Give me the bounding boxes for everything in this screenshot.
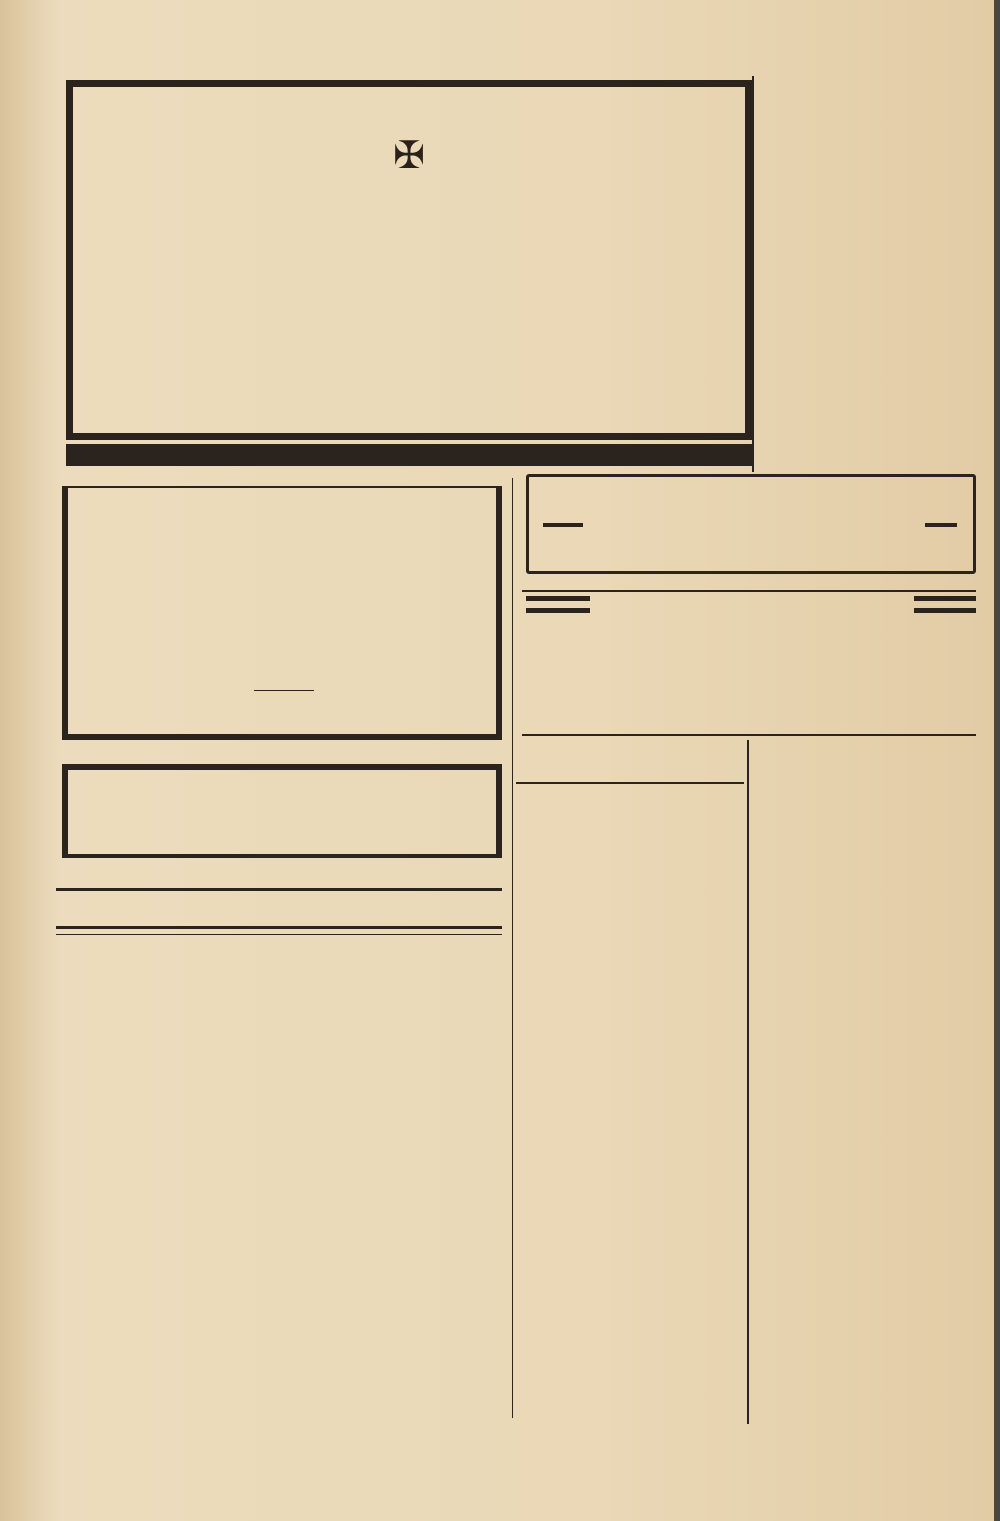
kraenze-ad bbox=[62, 764, 502, 858]
maedchen-bar-3 bbox=[914, 596, 976, 601]
maedchen-rule-bottom bbox=[522, 734, 976, 736]
iron-cross-icon: ✠ bbox=[393, 133, 425, 177]
zahn-bar-right bbox=[925, 523, 957, 527]
wohnungen-rule bbox=[516, 782, 744, 784]
column-separator-mid bbox=[512, 478, 513, 1418]
seligmann-notice bbox=[66, 80, 752, 440]
column-separator-right bbox=[747, 740, 749, 1424]
book-spine bbox=[994, 0, 1000, 1521]
zahn-bar-left bbox=[543, 523, 583, 527]
column-separator-top bbox=[752, 76, 754, 472]
trauerkarten-rule-thin bbox=[56, 934, 502, 935]
seligmann-bottom-band bbox=[66, 444, 752, 466]
zahn-praxis-ad bbox=[526, 474, 976, 574]
maedchen-bar-4 bbox=[914, 608, 976, 613]
trauerkarten-rule-bottom bbox=[56, 926, 502, 929]
maedchen-bar-1 bbox=[526, 596, 590, 601]
maedchen-bar-2 bbox=[526, 608, 590, 613]
todes-anzeige bbox=[62, 486, 502, 740]
maedchen-rule-top bbox=[522, 590, 976, 592]
todes-divider bbox=[254, 690, 314, 691]
trauerkarten-rule-top bbox=[56, 888, 502, 891]
